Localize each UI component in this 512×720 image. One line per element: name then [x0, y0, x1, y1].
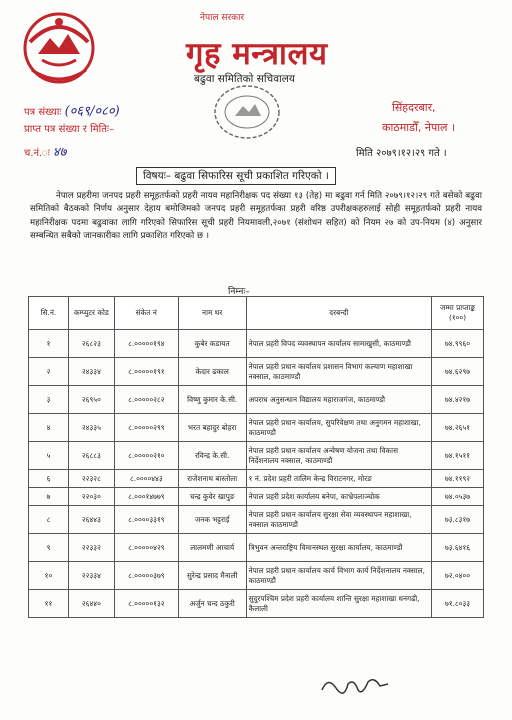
- col-header-name: नाम थर: [178, 297, 246, 330]
- table-row: [29, 330, 484, 358]
- cell-name: लालमणी आचार्य: [178, 534, 246, 562]
- cell-name: विष्णु कुमार के.सी.: [178, 386, 246, 414]
- cell-posting: नेपाल प्रहरी प्रधान कार्यालय अन्वेषण योजना तथा विकास निर्देशनालय नक्साल, काठमाण्डौ: [246, 442, 431, 470]
- cell-total-score: ७३.८३१७: [432, 506, 484, 534]
- cell-symbol-no: ८.०००००१३२: [114, 590, 178, 618]
- cell-symbol-no: ८.००००३३१९: [114, 506, 178, 534]
- cell-posting: नेपाल प्रहरी प्रधान कार्यालय कार्य विभाग कार्य निर्देशनालय नक्साल, काठमाण्डौ: [246, 562, 431, 590]
- secretariat-label: बढुवा समितिको सचिवालय: [194, 73, 295, 85]
- cell-computer-code: २६४४०: [68, 590, 114, 618]
- cell-serial: ५: [29, 442, 69, 470]
- cell-serial: ७: [29, 488, 69, 506]
- col-header-computer-code: कम्प्युटर कोड: [68, 297, 114, 330]
- chalani-label: च.नं.ः: [24, 148, 50, 159]
- cell-posting: नेपाल प्रहरी प्रधान कार्यालय सुरक्षा सेवा व्यवस्थापन महाशाखा, नक्साल काठमाण्डौ: [246, 506, 431, 534]
- cell-computer-code: २२३२८: [68, 470, 114, 488]
- cell-symbol-no: ८.०००१४७७९: [114, 488, 178, 506]
- cell-total-score: ७३.६४१६: [432, 534, 484, 562]
- cell-symbol-no: ८.०००००१९१: [114, 358, 178, 386]
- letter-date: मिति २०७९।१२।२९ गते ।: [356, 148, 447, 159]
- address-line-2: काठमाडौँ, नेपाल ।: [382, 121, 456, 134]
- table-row: [29, 358, 484, 386]
- cell-computer-code: २२३३४: [68, 562, 114, 590]
- nepal-emblem-icon: [18, 8, 100, 88]
- annex-label: निम्नः–: [228, 287, 250, 297]
- cell-name: केदार ढकाल: [178, 358, 246, 386]
- cell-serial: ८: [29, 506, 69, 534]
- cell-total-score: ७४.९९६०: [432, 330, 484, 358]
- letter-number-label: पत्र संख्याः: [24, 107, 62, 118]
- cell-posting: १ नं. प्रदेश प्रहरी तालिम केन्द्र विराटनगर, मोरङ: [246, 470, 431, 488]
- chalani-number: [24, 142, 66, 160]
- cell-posting: नेपाल प्रहरी प्रधान कार्यालय, सुपरिवेक्षण तथा अनुगमन महाशाखा, काठमाण्डौ: [246, 414, 431, 442]
- letter-number: [24, 101, 120, 119]
- cell-total-score: ७४.२६५१: [432, 414, 484, 442]
- cell-serial: ९: [29, 534, 69, 562]
- cell-serial: १: [29, 330, 69, 358]
- cell-serial: ४: [29, 414, 69, 442]
- table-row: [29, 414, 484, 442]
- cell-name: सुरेन्द्र प्रसाद मैनाली: [178, 562, 246, 590]
- cell-symbol-no: ८.०००००२९९: [114, 414, 178, 442]
- cell-total-score: ७२.०४००: [432, 562, 484, 590]
- cell-name: अर्जुन चन्द ठकुरी: [178, 590, 246, 618]
- col-header-posting: दरबन्दी: [246, 297, 431, 330]
- cell-serial: ११: [29, 590, 69, 618]
- subject-line: विषयः– बढुवा सिफारिस सूची प्रकाशित गरिएको ।: [136, 167, 336, 185]
- cell-posting: नेपाल प्रहरी प्रधान कार्यालय प्रशासन विभाग कल्याण महाशाखा नक्साल, काठमाण्डौ: [246, 358, 431, 386]
- cell-computer-code: २६४४३: [68, 506, 114, 534]
- cell-computer-code: २६८२३: [68, 330, 114, 358]
- cell-name: रविन्द्र के.सी.: [178, 442, 246, 470]
- signature-icon: [318, 672, 392, 698]
- cell-posting: नेपाल प्रहरी विपद व्यवस्थापन कार्यालय सामाखुसी, काठमाण्डौ: [246, 330, 431, 358]
- cell-posting: सुदुरपश्चिम प्रदेश प्रहरी कार्यालय शान्ति सुरक्षा महाशाखा धनगढी, कैलाली: [246, 590, 431, 618]
- cell-total-score: ७४.१५११: [432, 442, 484, 470]
- government-label: नेपाल सरकार: [200, 13, 245, 23]
- cell-symbol-no: ८.०००००२१०: [114, 442, 178, 470]
- cell-computer-code: २२३३२: [68, 534, 114, 562]
- cell-symbol-no: ८.००००४४३: [114, 470, 178, 488]
- office-seal-stamp-icon: [205, 76, 289, 146]
- cell-total-score: ७४.६२९७: [432, 358, 484, 386]
- cell-total-score: ७४.११९२: [432, 470, 484, 488]
- cell-name: जनक भट्टराई: [178, 506, 246, 534]
- letter-number-value: (०६९/०८०): [64, 104, 120, 119]
- table-row: [29, 488, 484, 506]
- table-row: [29, 534, 484, 562]
- received-letter-label: प्राप्त पत्र संख्या र मितिः–: [24, 124, 114, 135]
- cell-computer-code: २४३३५: [68, 414, 114, 442]
- cell-posting: नेपाल प्रहरी प्रदेश कार्यालय बनेपा, काभ्रेपलाञ्चोक: [246, 488, 431, 506]
- col-header-symbol-no: संकेत नं: [114, 297, 178, 330]
- cell-symbol-no: ८.०००००४२९: [114, 534, 178, 562]
- cell-computer-code: २४३३४: [68, 358, 114, 386]
- cell-symbol-no: ८.०००००३७९: [114, 562, 178, 590]
- table-header-row: [29, 297, 484, 330]
- table-row: [29, 386, 484, 414]
- col-header-serial: सि.नं.: [29, 297, 69, 330]
- col-header-total-score: जम्मा प्राप्ताङ्क (१००): [432, 297, 484, 330]
- cell-name: भरत बहादुर बोहरा: [178, 414, 246, 442]
- cell-computer-code: २६८८३: [68, 442, 114, 470]
- ministry-title: गृह मन्त्रालय: [186, 36, 328, 72]
- cell-name: कुबेर कडायत: [178, 330, 246, 358]
- cell-serial: १०: [29, 562, 69, 590]
- cell-serial: २: [29, 358, 69, 386]
- cell-symbol-no: ८.०००००२८२: [114, 386, 178, 414]
- cell-computer-code: २२०३०: [68, 488, 114, 506]
- cell-posting: त्रिभुवन अन्तराष्ट्रिय विमानस्थल सुरक्षा कार्यालय, काठमाण्डौ: [246, 534, 431, 562]
- chalani-value: ४७: [52, 145, 67, 160]
- cell-name: राजेशनाथ बास्तोला: [178, 470, 246, 488]
- address-line-1: सिंहदरबार,: [392, 101, 436, 114]
- table-row: [29, 562, 484, 590]
- cell-serial: ६: [29, 470, 69, 488]
- cell-symbol-no: ८.०००००१९४: [114, 330, 178, 358]
- cell-serial: ३: [29, 386, 69, 414]
- recommendation-table: [28, 296, 484, 618]
- table-row: [29, 442, 484, 470]
- table-row: [29, 470, 484, 488]
- cell-name: चन्द्र कुवेर खापुङ: [178, 488, 246, 506]
- cell-total-score: ७४.०५३७: [432, 488, 484, 506]
- cell-computer-code: २६९५०: [68, 386, 114, 414]
- cell-total-score: ७४.४२१७: [432, 386, 484, 414]
- table-row: [29, 590, 484, 618]
- cell-total-score: ७१.८०३३: [432, 590, 484, 618]
- body-paragraph: नेपाल प्रहरीमा जनपद प्रहरी समूहतर्फको प्रहरी नायव महानिरीक्षक पद संख्या १३ (तेह) मा बढुवा गर्न मिति २०७९।१२।२९ गते बसेको बढुवा समितिको बैठकको निर्णय अनुसार देहाय बमोजिमको जनपद प्रहरी समूहतर्फका प्रहरी वरिष्ठ उपरीक्षकहरुलाई सोही समूहतर्फको प्रहरी नायव महानिरीक्षक पदमा बढुवाका लागि गरिएको सिफारिस सूची प्रहरी नियमावली,२०७१ (संशोधन सहित) को नियम २७ को उप-नियम (४) अनुसार सम्बन्धित सबैको जानकारीका लागि प्रकाशित गरिएको छ ।: [30, 191, 482, 242]
- table-row: [29, 506, 484, 534]
- cell-posting: अपराध अनुसन्धान विद्यालय महाराजगंज, काठमाण्डौ: [246, 386, 431, 414]
